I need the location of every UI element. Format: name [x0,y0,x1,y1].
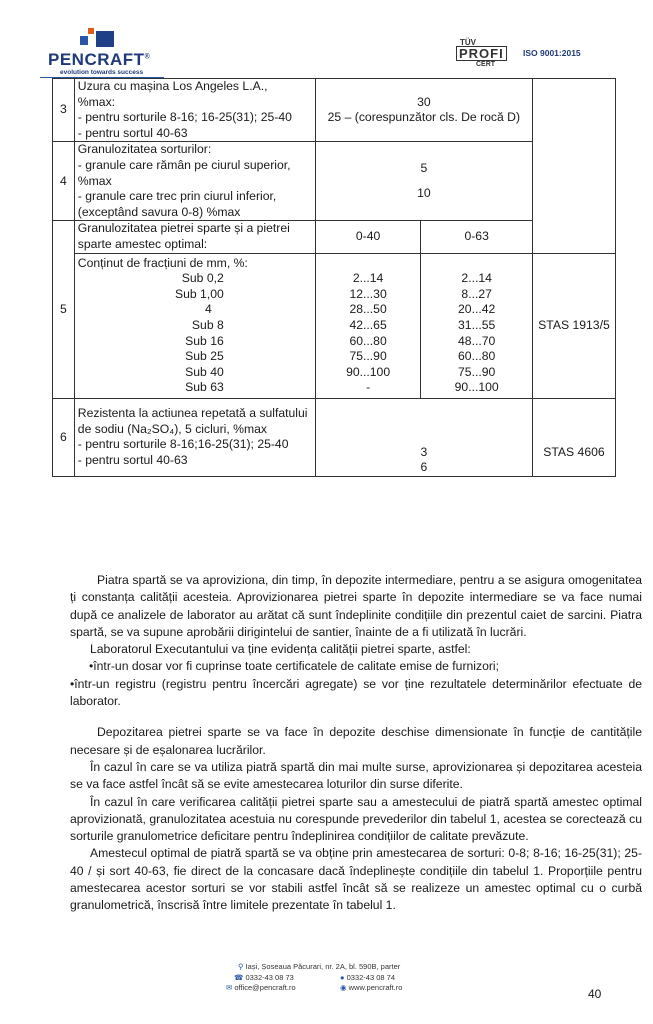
fractions-label: Conținut de fracțiuni de mm, %: Sub 0,2 Sub 1,00 4 Sub 8 Sub 16 Sub 25 Sub 40 Sub 63 [74,253,315,398]
row-label: Granulozitatea sorturilor: - granule care rămân pe ciurul superior, %max - granule care trec prin ciurul inferior, (exceptând savura 0-8) %max [74,142,315,221]
footer-phone: ☎ 0332-43 08 73 [234,973,294,982]
location-pin-icon: ⚲ [238,962,244,971]
row-number: 6 [53,398,75,476]
footer-fax: ● 0332-43 08 74 [340,973,396,982]
footer-website[interactable]: ◉ www.pencraft.ro [340,983,403,992]
tuv-cert-logo: TÜV PROFI CERT [454,38,506,70]
iso-certification: ISO 9001:2015 [523,48,581,58]
paragraph: În cazul în care verificarea calității pietrei sparte sau a amestecului de piatră spartă amestec optimal aprovizionată, granulozitatea acestuia nu corespunde prevederilor din tabelul 1, acestea se corectează cu sorturile granulometrice deficitare pentru îndeplinirea condițiilor de calitate prevăzute. [70,794,642,844]
column-header-0-63: 0-63 [421,221,533,253]
row-number: 5 [53,221,75,399]
row-label: Granulozitatea pietrei sparte și a pietrei sparte amestec optimal: [74,221,315,253]
row-standard [532,79,615,254]
phone-icon: ☎ [234,973,244,982]
paragraph: În cazul în care se va utiliza piatră spartă din mai multe surse, aprovizionarea și depozitarea acesteia se va face astfel încât să se evite amestecarea loturilor din surse diferite. [70,759,642,792]
column-header-0-40: 0-40 [315,221,421,253]
row-standard: STAS 1913/5 [532,253,615,398]
footer-address: ⚲ Iași, Șoseaua Păcurari, nr. 2A, bl. 590B, parter [238,962,401,971]
table-row [53,221,616,253]
table-row [53,253,616,398]
paragraph: Piatra spartă se va aproviziona, din timp, în depozite intermediare, pentru a se asigura omogenitatea ți constanța calității acesteia. Aprovizionarea pietrei sparte în depozite intermediare se va face numai după ce analizele de laborator au arătat că sunt îndeplinite condițiile din prezentul caiet de sarcini. Piatra spartă, se va supune aprobării dirigintelui de santier, înainte de a fi utilizată în lucrări. [70,573,642,639]
email-icon: ✉ [226,983,233,992]
fax-icon: ● [340,973,345,982]
logo-square-navy [96,31,114,47]
row-value: 3 6 [315,398,532,476]
paragraph: Amestecul optimal de piatră spartă se va obține prin amestecarea de sorturi: 0-8; 8-16; 16-25(31); 25-40 / și sort 40-63, fie direct de la concasare dacă îndeplinește condițiile din tabelul 1. Proporțiile pentru amestecarea acestor sorturi se vor stabili astfel încât să se realizeze un amestec optimal cu o curbă granulometrică, înscrisă între limitele prezentate în tabelul 1. [70,846,642,913]
footer-email[interactable]: ✉ office@pencraft.ro [226,983,296,992]
row-label: Rezistenta la actiunea repetată a sulfatului de sodiu (Na₂SO₄), 5 cicluri, %max - pentru sorturile 8-16;16-25(31); 25-40 - pentru sortul 40-63 [74,398,315,476]
row-value: 30 25 – (corespunzător cls. De rocă D) [315,79,532,142]
specification-table [52,78,616,477]
table-row [53,398,616,476]
row-value: 5 10 [315,142,532,221]
logo-square-blue [80,36,88,45]
globe-icon: ◉ [340,983,347,992]
body-text [70,572,642,915]
fractions-values-0-63: 2...14 8...27 20...42 31...55 48...70 60...80 75...90 90...100 [421,253,533,398]
row-label: Uzura cu mașina Los Angeles L.A., %max: - pentru sorturile 8-16; 16-25(31); 25-40 - pentru sortul 40-63 [74,79,315,142]
paragraph: Depozitarea pietrei sparte se va face în depozite deschise dimensionate în funcție de cantitățile necesare și de eșalonarea lucrărilor. [70,725,642,757]
row-number: 4 [53,142,75,221]
page-header [0,0,653,80]
row-number: 3 [53,79,75,142]
row-standard: STAS 4606 [532,398,615,476]
paragraph: Laboratorul Executantului va ține evidența calității pietrei sparte, astfel: [90,642,471,657]
table-row [53,79,616,142]
list-item: •într-un dosar vor fi cuprinse toate certificatele de calitate emise de furnizori; [89,659,500,674]
logo-tagline: evolution towards success [60,69,144,76]
page-number: 40 [588,987,602,1001]
table-row [53,142,616,221]
logo-square-orange [88,28,94,34]
company-logo: PENCRAFT® [48,50,151,69]
list-item: •într-un registru (registru pentru încercări agregate) se vor ține rezultatele determinărilor efectuate de laborator. [70,676,642,709]
fractions-values-0-40: 2...14 12...30 28...50 42...65 60...80 75...90 90...100 - [315,253,421,398]
